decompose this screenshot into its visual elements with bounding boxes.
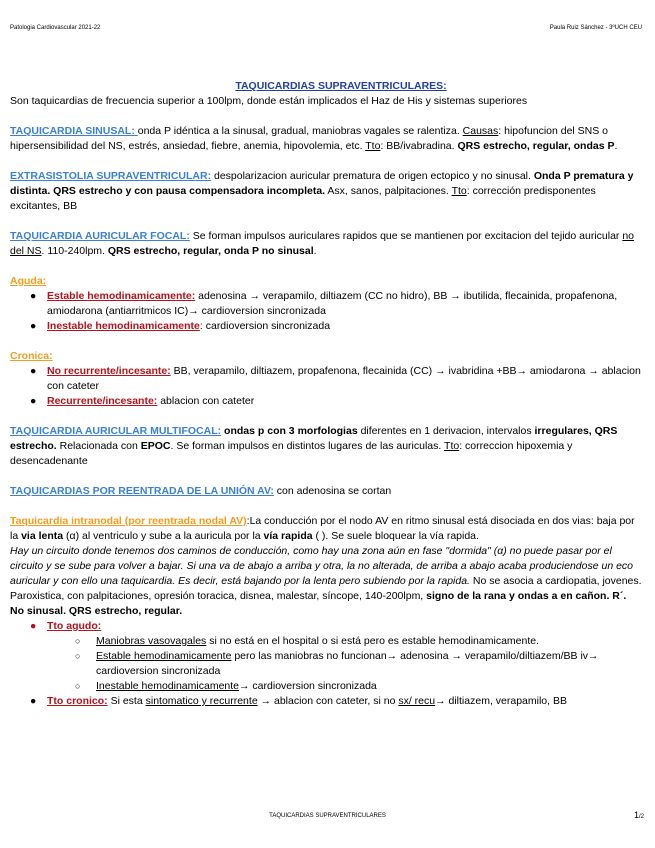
multifocal-heading: TAQUICARDIA AURICULAR MULTIFOCAL: [10,425,222,437]
page-title: TAQUICARDIAS SUPRAVENTRICULARES: [235,80,447,92]
intranodal-explanation: Hay un circuito donde tenemos dos caminos de conducción, como hay una zona aún en fase "dormida" (α) no puede pasar por el circuito y se sube para volver a bajar. Si una va de abajo a arriba y otra, la no alterada, de arriba a abajo acaba produciendose un eco auricular y con ello una taquicardia. Es decir, está bajando por la lenta pero subiendo por la rapida. No se asocia a cardiopatia, jovenes. Paroxistica, con palpitaciones, opresión toracica, disnea, malestar, síncope, 140-200lpm, signo de la rana y ondas a en cañon. R´. No sinusal. QRS estrecho, regular. [10,545,642,617]
list-item: ● Recurrente/incesante: ablacion con cateter [30,395,255,407]
intranodal-heading: Taquicardia intranodal (por reentrada nodal AV) [10,515,247,527]
focal-paragraph: TAQUICARDIA AURICULAR FOCAL: Se forman impulsos auriculares rapidos que se mantienen por excitacion del tejido auricular no del NS. 110-240lpm. QRS estrecho, regular, onda P no sinusal. [10,230,635,257]
header-right: Paula Ruiz Sánchez - 3ºUCH CEU [549,25,642,31]
cronica-heading: Cronica: [10,350,53,362]
reentrada-heading: TAQUICARDIAS POR REENTRADA DE LA UNIÓN AV: [10,485,274,497]
sub-list-item: ○ Maniobras vasovagales si no está en el hospital o si está pero es estable hemodinamicamente. [75,635,540,647]
sinusal-paragraph: TAQUICARDIA SINUSAL: onda P idéntica a la sinusal, gradual, maniobras vagales se ralentiza. Causas: hipofuncion del SNS o hipersensibilidad del NS, estrés, ansiedad, fiebre, anemia, hipovolemia, etc. Tto: BB/ivabradina. QRS estrecho, regular, ondas P. [10,125,618,152]
list-item: ● Tto cronico: Si esta sintomatico y recurrente → ablacion con cateter, si no sx/ recu→ diltiazem, verapamilo, BB [30,695,567,707]
header-left: Patologia Cardiovascular 2021-22 [10,25,101,31]
aguda-heading: Aguda: [10,275,47,287]
intro-paragraph: Son taquicardias de frecuencia superior a 100lpm, donde están implicados el Haz de His y sistemas superiores [10,95,528,107]
multifocal-paragraph: TAQUICARDIA AURICULAR MULTIFOCAL: ondas p con 3 morfologias diferentes en 1 derivacion, intervalos irregulares, QRS estrecho. Relacionada con EPOC. Se forman impulsos en distintos lugares de las auriculas. Tto: correccion hipoxemia y desencadenante [10,425,618,467]
list-item: ● No recurrente/incesante: BB, verapamilo, diltiazem, propafenona, flecainida (CC) → ivabridina +BB→ amiodarona → ablacion con cateter [30,365,641,392]
cronica-list [10,364,642,409]
document-body [10,79,642,709]
intranodal-paragraph: Taquicardia intranodal (por reentrada nodal AV):La conducción por el nodo AV en ritmo sinusal está disociada en dos vias: baja por la via lenta (α) al ventriculo y sube a la auricula por la vía rapida ( ). Se suele bloquear la vía rapida. [10,515,635,542]
tto-list [10,619,642,709]
sub-list-item: ○ Inestable hemodinamicamente→ cardioversion sincronizada [75,680,377,692]
aguda-list [10,289,642,334]
sub-list-item: ○ Estable hemodinamicamente pero las maniobras no funcionan→ adenosina → verapamilo/diltiazem/BB iv→ cardioversion sincronizada [75,650,599,677]
extrasistolia-heading: EXTRASISTOLIA SUPRAVENTRICULAR: [10,170,212,182]
extrasistolia-paragraph: EXTRASISTOLIA SUPRAVENTRICULAR: despolarizacion auricular prematura de origen ectopico y no sinusal. Onda P prematura y distinta. QRS estrecho y con pausa compensadora incompleta. Asx, sanos, palpitaciones. Tto: corrección predisponentes excitantes, BB [10,170,634,212]
footer-title: TAQUICARDIAS SUPRAVENTRICULARES [269,813,386,819]
reentrada-paragraph: TAQUICARDIAS POR REENTRADA DE LA UNIÓN AV: con adenosina se cortan [10,485,392,497]
page-number: 1/2 [633,810,644,820]
list-item: ● Tto agudo: ○ Maniobras vasovagales si no está en el hospital o si está pero es estable hemodinamicamente. ○ Estable hemodinamicamente pero las maniobras no funcionan→ adenosina → verapamilo/diltiazem/BB iv→ cardioversion sincronizada ○ Inestable hemodinamicamente→ cardioversion sincronizada [10,619,642,694]
list-item: ● Estable hemodinamicamente: adenosina → verapamilo, diltiazem (CC no hidro), BB → ibutilida, flecainida, propafenona, amiodarona (antiarritmicos IC)→ cardioversion sincronizada [30,290,618,317]
list-item: ● Inestable hemodinamicamente: cardioversion sincronizada [30,320,331,332]
focal-heading: TAQUICARDIA AURICULAR FOCAL: [10,230,190,242]
sinusal-heading: TAQUICARDIA SINUSAL: [10,125,138,137]
